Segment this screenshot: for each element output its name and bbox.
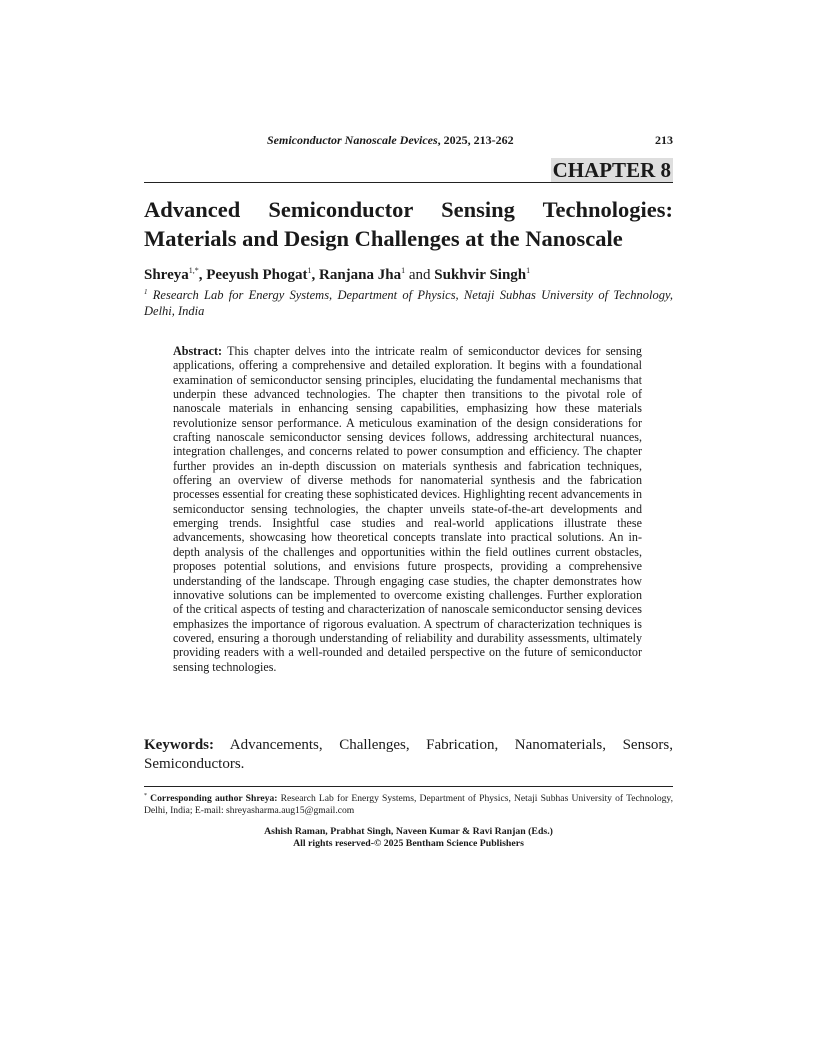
title-line-1: Advanced Semiconductor Sensing Technologies: — [144, 197, 673, 222]
running-head — [144, 133, 673, 149]
affiliation — [144, 284, 673, 319]
author-separator: and — [405, 267, 435, 283]
author-affiliation-mark: 1 — [401, 266, 406, 275]
footnote-text: Research Lab for Energy Systems, Department of Physics, Netaji Subhas University of Technology, Delhi, India; E-mail: shreyasharma.aug15@gmail.com — [144, 793, 673, 816]
abstract — [173, 344, 642, 674]
author-affiliation-mark: 1 — [307, 266, 312, 275]
journal-name: Semiconductor Nanoscale Devices — [267, 133, 438, 147]
author-separator: , — [198, 267, 207, 283]
journal-details: , 2025, 213-262 — [437, 133, 514, 147]
chapter-title — [144, 195, 673, 253]
journal-citation — [267, 133, 514, 148]
title-line-2: Materials and Design Challenges at the Nanoscale — [144, 226, 623, 251]
author-name: Ranjana Jha — [318, 267, 402, 283]
publisher-info — [144, 826, 673, 850]
author-name: Shreya — [144, 267, 189, 283]
chapter-label: CHAPTER 8 — [552, 158, 671, 182]
corresponding-author-footnote — [144, 790, 673, 817]
author-affiliation-mark: 1 — [526, 266, 531, 275]
affiliation-mark: 1 — [144, 288, 148, 296]
abstract-label: Abstract: — [173, 344, 223, 358]
author-affiliation-mark: 1,* — [188, 266, 199, 275]
keywords-text: Advancements, Challenges, Fabrication, Nanomaterials, Sensors, Semiconductors. — [144, 737, 673, 772]
footnote-label: Corresponding author Shreya: — [150, 793, 278, 804]
author-list — [144, 261, 673, 285]
footnote-mark: * — [144, 793, 147, 799]
author-separator: , — [311, 267, 319, 283]
footnote-divider — [144, 786, 673, 787]
affiliation-text: Research Lab for Energy Systems, Department of Physics, Netaji Subhas University of Technology, Delhi, India — [144, 288, 674, 318]
copyright-line: All rights reserved-© 2025 Bentham Science Publishers — [293, 838, 524, 849]
page-number: 213 — [655, 133, 673, 147]
author-name: Peeyush Phogat — [206, 267, 308, 283]
author-name: Sukhvir Singh — [434, 267, 527, 283]
keywords — [144, 736, 673, 774]
header-divider — [144, 182, 673, 183]
abstract-text: This chapter delves into the intricate realm of semiconductor devices for sensing applications, offering a comprehensive and detailed exploration. It begins with a foundational examination of semiconductor sensing principles, elucidating the fundamental mechanisms that underpin these advanced technologies. The chapter then transitions to the pivotal role of nanoscale materials in enhancing sensing capabilities, emphasizing how these materials revolutionize sensor performance. A meticulous examination of the design considerations for crafting nanoscale semiconductor sensing devices follows, addressing architectural nuances, integration challenges, and concerns related to power consumption and efficiency. The chapter further provides an in-depth discussion on materials synthesis and fabrication techniques, offering an overview of diverse methods for nanomaterial synthesis and the fabrication processes essential for creating these sophisticated devices. Highlighting recent advancements in semiconductor sensing technologies, the chapter unveils state-of-the-art developments and emerging trends. Insightful case studies and real-world applications illustrate these advancements, showcasing how theoretical concepts translate into practical solutions. An in-depth analysis of the challenges and opportunities within the field outlines current obstacles, proposes potential solutions, and envisions future prospects, providing a comprehensive understanding of the landscape. Through engaging case studies, the chapter demonstrates how innovative solutions can be implemented to overcome existing challenges. Further exploration of the critical aspects of testing and characterization of nanoscale semiconductor sensing devices emphasizes the importance of rigorous evaluation. A spectrum of characterization techniques is covered, ensuring a thorough understanding of reliability and durability assessments, ultimately providing readers with a well-rounded and detailed perspective on the future of semiconductor sensing technologies. — [173, 344, 642, 674]
editors-line: Ashish Raman, Prabhat Singh, Naveen Kumar & Ravi Ranjan (Eds.) — [264, 826, 553, 837]
keywords-label: Keywords: — [144, 737, 214, 753]
